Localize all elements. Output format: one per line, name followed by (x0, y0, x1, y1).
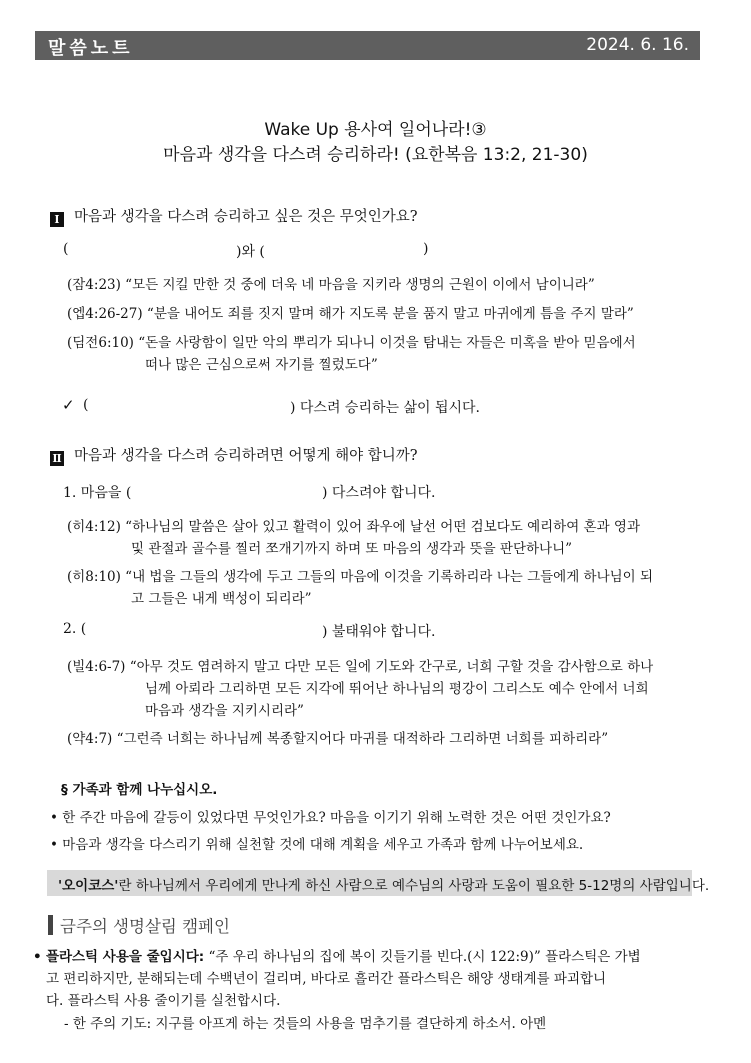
campaign-line: 다. 플라스틱 사용 줄이기를 실천합시다. (46, 993, 281, 1009)
point2-open: 2. ( (63, 621, 87, 637)
verse-line: 고 그들은 내게 백성이 되리라” (131, 591, 312, 607)
roman-numeral-2: Ⅱ (50, 451, 64, 466)
campaign-prayer: - 한 주의 기도: 지구를 아프게 하는 것들의 사용을 멈추기를 결단하게 하소서. 아멘 (64, 1016, 547, 1032)
family-item: • 마음과 생각을 다스리기 위해 실천할 것에 대해 계획을 세우고 가족과 함께 나누어보세요. (50, 837, 584, 853)
campaign-line: 고 편리하지만, 분해되는데 수백년이 걸리며, 바다로 흘러간 플라스틱은 해양 생태계를 파괴합니 (46, 971, 607, 987)
campaign-title: 금주의 생명살림 캠페인 (60, 917, 230, 936)
section2-question-text: 마음과 생각을 다스려 승리하려면 어떻게 해야 합니까? (74, 448, 418, 464)
family-header: § 가족과 함께 나누십시오. (61, 782, 218, 798)
blank-mid: )와 ( (236, 244, 265, 260)
sermon-subtitle: 마음과 생각을 다스려 승리하라! (요한복음 13:2, 21-30) (163, 145, 588, 165)
checkmark-icon: ✓ (62, 396, 75, 414)
point1-open: 1. 마음을 ( (63, 485, 132, 501)
check-close: ) 다스려 승리하는 삶이 됩시다. (290, 400, 481, 416)
check-open: ( (83, 397, 89, 413)
verse-line: 마음과 생각을 지키시리라” (145, 703, 304, 719)
verse-line: (히8:10) “내 법을 그들의 생각에 두고 그들의 마음에 이것을 기록하리라 나는 그들에게 하나님이 되 (67, 569, 654, 585)
oikos-description: 란 하나님께서 우리에게 만나게 하신 사람으로 예수님의 사랑과 도움이 필요한 5-12명의 사람입니다. (118, 878, 710, 894)
verse-line: (잠4:23) “모든 지킬 만한 것 중에 더욱 네 마음을 지키라 생명의 근원이 이에서 남이니라” (67, 277, 595, 293)
point1-close: ) 다스려야 합니다. (322, 485, 436, 501)
verse-line: (히4:12) “하나님의 말씀은 살아 있고 활력이 있어 좌우에 날선 어떤 검보다도 예리하여 혼과 영과 (67, 519, 641, 535)
oikos-term: '오이코스' (58, 878, 119, 894)
verse-line: (엡4:26-27) “분을 내어도 죄를 짓지 말며 해가 지도록 분을 품지 말고 마귀에게 틈을 주지 말라” (67, 306, 634, 322)
section1-question (50, 205, 418, 227)
header-date: 2024. 6. 16. (586, 35, 689, 55)
sermon-title: Wake Up 용사여 일어나라!③ (264, 120, 487, 140)
campaign-text: “주 우리 하나님의 집에 복이 깃들기를 빈다.(시 122:9)” 플라스틱은 가볍 (204, 949, 641, 965)
campaign-bar (48, 915, 53, 935)
verse-line: (약4:7) “그런즉 너희는 하나님께 복종할지어다 마귀를 대적하라 그리하면 너희를 피하리라” (67, 731, 609, 747)
verse-line: (빌4:6-7) “아무 것도 염려하지 말고 다만 모든 일에 기도와 간구로, 너희 구할 것을 감사함으로 하나 (67, 659, 654, 675)
verse-line: 님께 아뢰라 그리하면 모든 지각에 뛰어난 하나님의 평강이 그리스도 예수 안에서 너희 (145, 681, 649, 697)
oikos-text (58, 874, 709, 894)
verse-line: 떠나 많은 근심으로써 자기를 찔렀도다” (145, 357, 378, 373)
bullet: • (33, 949, 42, 965)
oikos-box (47, 870, 710, 896)
section1-question-text: 마음과 생각을 다스려 승리하고 싶은 것은 무엇인가요? (74, 209, 418, 225)
blank-open: ( (63, 241, 69, 257)
section2-question (50, 444, 418, 466)
roman-numeral-1: Ⅰ (50, 212, 64, 227)
header-title: 말씀노트 (48, 38, 134, 59)
campaign-lead: 플라스틱 사용을 줄입시다: (45, 949, 205, 965)
point2-close: ) 불태워야 합니다. (322, 624, 436, 640)
blank-close: ) (423, 241, 429, 257)
verse-line: (딤전6:10) “돈을 사랑함이 일만 악의 뿌리가 되나니 이것을 탐내는 자들은 미혹을 받아 믿음에서 (67, 335, 636, 351)
family-item: • 한 주간 마음에 갈등이 있었다면 무엇인가요? 마음을 이기기 위해 노력한 것은 어떤 것인가요? (50, 810, 611, 826)
header-bar (35, 31, 700, 60)
verse-line: 및 관절과 골수를 찔러 쪼개기까지 하며 또 마음의 생각과 뜻을 판단하나니” (131, 541, 573, 557)
campaign-line (33, 945, 641, 965)
